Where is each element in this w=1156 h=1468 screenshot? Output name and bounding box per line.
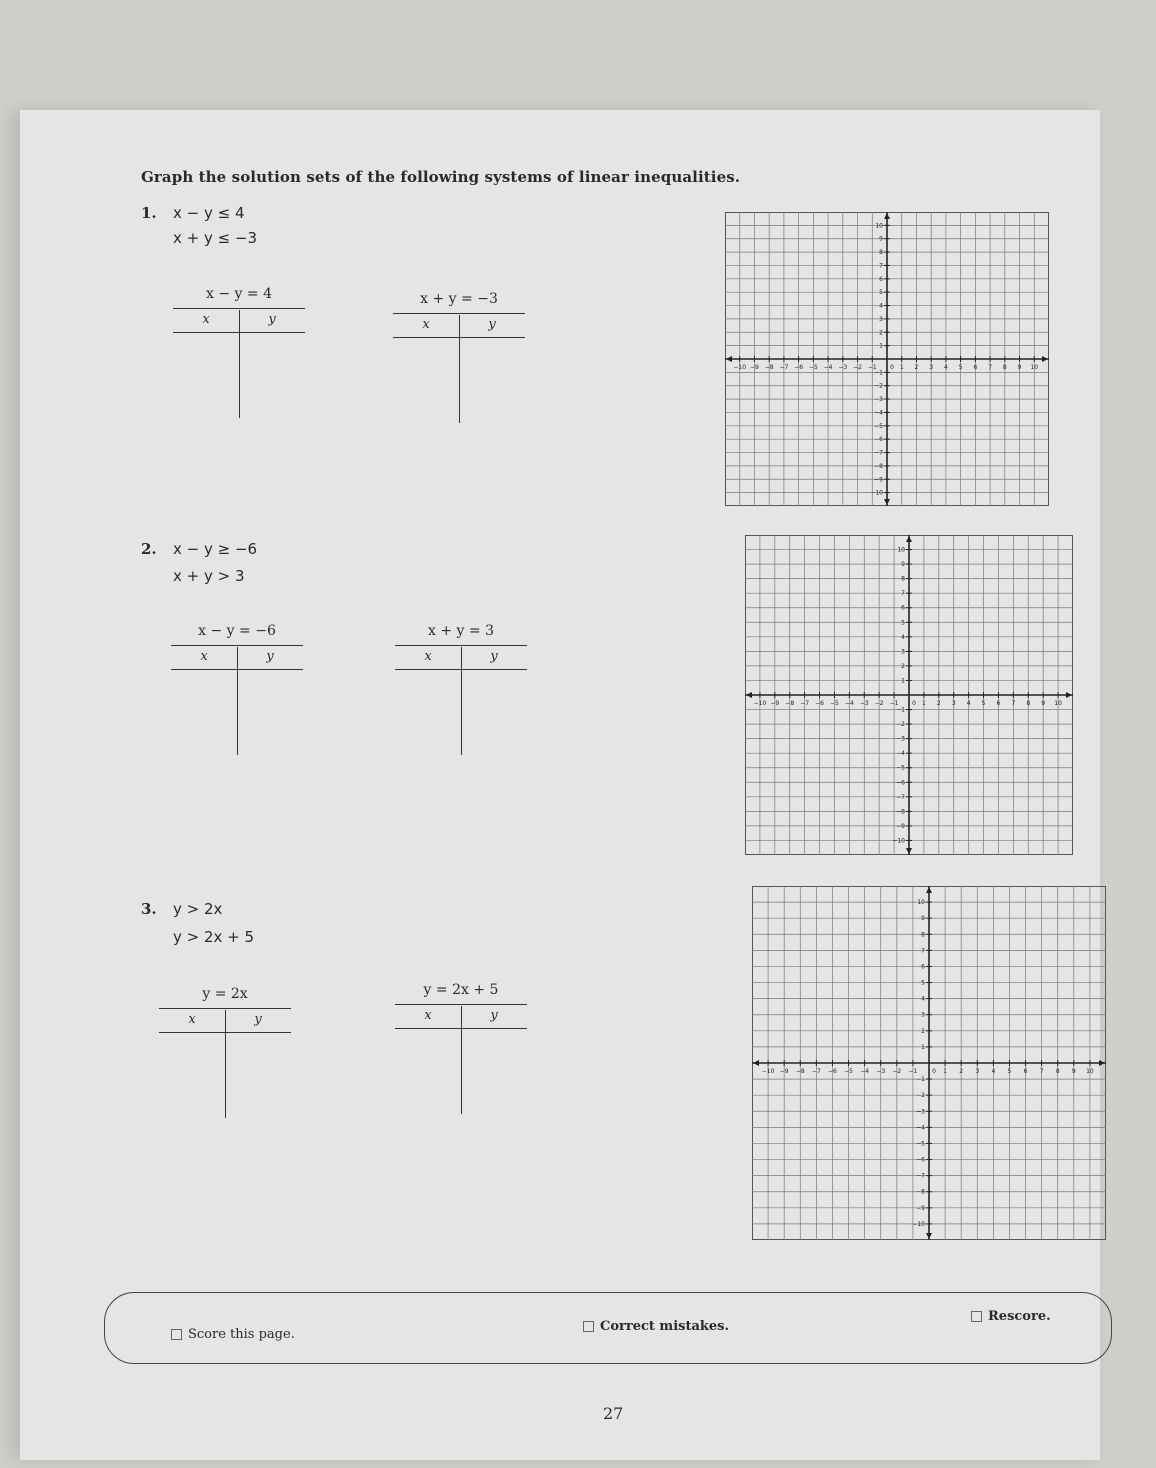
- y-tick-label: 9: [901, 561, 905, 569]
- rescore-label: Rescore.: [988, 1309, 1051, 1324]
- y-tick-label: 6: [879, 275, 883, 283]
- correct-mistakes-label: Correct mistakes.: [600, 1319, 729, 1334]
- x-tick-label: −7: [800, 700, 810, 707]
- x-tick-label: 4: [991, 1068, 996, 1075]
- x-tick-label: 8: [1026, 700, 1031, 707]
- y-tick-label: −8: [896, 808, 905, 816]
- y-tick-label: −2: [896, 721, 905, 729]
- x-tick-label: −5: [830, 700, 839, 707]
- column-x-header: x: [424, 1008, 432, 1023]
- x-tick-label: −6: [815, 700, 824, 707]
- x-tick-label: −3: [838, 364, 848, 371]
- x-tick-label: 3: [929, 364, 934, 371]
- y-tick-label: −2: [916, 1092, 925, 1100]
- y-tick-label: −3: [874, 396, 883, 404]
- x-tick-label: −5: [808, 364, 818, 371]
- t-table-1[interactable]: [173, 286, 305, 446]
- y-tick-label: −8: [916, 1188, 925, 1196]
- y-tick-label: −10: [870, 489, 883, 497]
- inequality-2: y > 2x + 5: [173, 928, 255, 946]
- y-tick-label: −3: [896, 735, 905, 743]
- y-tick-label: −4: [896, 750, 905, 758]
- coordinate-grid-2[interactable]: [745, 535, 1073, 855]
- x-tick-label: −10: [761, 1068, 775, 1075]
- inequality-1: x − y ≥ −6: [173, 540, 258, 558]
- y-tick-label: 2: [879, 329, 883, 337]
- x-tick-label: 9: [1017, 364, 1022, 371]
- x-tick-label: −8: [795, 1068, 805, 1075]
- x-tick-label: 10: [1054, 700, 1062, 707]
- y-tick-label: −7: [874, 449, 883, 457]
- checkbox-icon[interactable]: [583, 1321, 594, 1332]
- column-y-header: y: [266, 649, 274, 664]
- column-y-header: y: [488, 317, 496, 332]
- y-tick-label: 7: [879, 262, 883, 270]
- y-tick-label: −5: [916, 1140, 925, 1148]
- y-tick-label: −1: [896, 706, 905, 714]
- y-tick-label: −6: [896, 779, 905, 787]
- y-tick-label: 8: [901, 575, 905, 583]
- y-tick-label: −7: [896, 793, 905, 801]
- table-equation: x − y = −6: [198, 623, 276, 639]
- x-axis-arrow-icon: [1099, 1060, 1105, 1066]
- x-tick-label: −7: [811, 1068, 821, 1075]
- x-tick-label: 7: [1011, 700, 1016, 707]
- y-tick-label: −8: [874, 462, 883, 470]
- x-tick-label: 8: [1055, 1068, 1060, 1075]
- y-tick-label: 3: [901, 648, 905, 656]
- x-tick-label: −1: [908, 1068, 918, 1075]
- y-tick-label: −5: [874, 422, 883, 430]
- x-tick-label: 4: [943, 364, 948, 371]
- y-tick-label: −9: [896, 822, 905, 830]
- table-equation: y = 2x + 5: [423, 982, 499, 998]
- x-tick-label: 8: [1002, 364, 1007, 371]
- problem-3: [141, 900, 701, 1140]
- t-table-1[interactable]: [171, 623, 303, 783]
- x-tick-label: 1: [943, 1068, 948, 1075]
- x-tick-label: −5: [844, 1068, 853, 1075]
- x-tick-label: −8: [764, 364, 774, 371]
- x-tick-label: 1: [899, 364, 904, 371]
- x-tick-label: 6: [996, 700, 1001, 707]
- x-tick-label: 9: [1071, 1068, 1076, 1075]
- inequality-1: y > 2x: [173, 900, 223, 918]
- x-tick-label: 6: [973, 364, 978, 371]
- x-tick-label: 5: [981, 700, 986, 707]
- x-tick-label: −4: [860, 1068, 870, 1075]
- x-tick-label: −8: [785, 700, 795, 707]
- x-tick-label: 3: [951, 700, 956, 707]
- t-table-2[interactable]: [393, 291, 525, 451]
- y-tick-label: −7: [916, 1172, 925, 1180]
- y-tick-label: 5: [879, 289, 883, 297]
- x-tick-label: 6: [1023, 1068, 1028, 1075]
- y-tick-label: −6: [874, 436, 883, 444]
- problem-number: 2.: [141, 540, 157, 558]
- x-tick-label: −4: [844, 700, 854, 707]
- y-tick-label: 4: [921, 995, 925, 1003]
- column-x-header: x: [200, 649, 208, 664]
- column-y-header: y: [254, 1012, 262, 1027]
- column-x-header: x: [424, 649, 432, 664]
- x-tick-label: −7: [779, 364, 789, 371]
- score-bar: [104, 1292, 1112, 1364]
- column-x-header: x: [188, 1012, 196, 1027]
- x-axis-arrow-icon: [746, 692, 752, 698]
- x-tick-label: −1: [889, 700, 899, 707]
- coordinate-grid-1[interactable]: [725, 212, 1049, 506]
- x-tick-label: −6: [828, 1068, 837, 1075]
- x-tick-label: 0: [932, 1068, 936, 1075]
- y-tick-label: 3: [879, 315, 883, 323]
- y-tick-label: −4: [916, 1124, 925, 1132]
- x-tick-label: 0: [912, 700, 916, 707]
- y-tick-label: 5: [921, 979, 925, 987]
- x-tick-label: 2: [959, 1068, 964, 1075]
- rescore-option[interactable]: [971, 1309, 1051, 1324]
- column-x-header: x: [422, 317, 430, 332]
- x-tick-label: 5: [958, 364, 963, 371]
- x-tick-label: 5: [1007, 1068, 1012, 1075]
- x-tick-label: −10: [733, 364, 747, 371]
- y-tick-label: 6: [921, 963, 925, 971]
- correct-mistakes-option[interactable]: [583, 1319, 729, 1334]
- y-axis-arrow-icon: [906, 848, 912, 854]
- inequality-1: x − y ≤ 4: [173, 204, 245, 222]
- page-number: 27: [603, 1404, 624, 1423]
- x-tick-label: 10: [1030, 364, 1039, 371]
- y-tick-label: −9: [874, 476, 883, 484]
- x-axis-arrow-icon: [726, 356, 732, 362]
- x-tick-label: 2: [914, 364, 919, 371]
- x-tick-label: −10: [753, 700, 767, 707]
- y-tick-label: −10: [892, 837, 905, 845]
- score-page-label: Score this page.: [188, 1327, 295, 1342]
- y-tick-label: −2: [874, 382, 883, 390]
- x-tick-label: 0: [890, 364, 894, 371]
- x-tick-label: −9: [770, 700, 780, 707]
- problem-number: 3.: [141, 900, 157, 918]
- column-y-header: y: [268, 312, 276, 327]
- y-tick-label: 7: [921, 947, 925, 955]
- x-tick-label: −4: [823, 364, 833, 371]
- y-tick-label: 10: [897, 546, 905, 554]
- table-equation: x − y = 4: [206, 286, 272, 302]
- y-tick-label: 8: [921, 931, 925, 939]
- checkbox-icon[interactable]: [971, 1311, 982, 1322]
- x-tick-label: 3: [975, 1068, 980, 1075]
- instructions-heading: Graph the solution sets of the following systems of linear inequalities.: [141, 168, 741, 186]
- score-page-option[interactable]: [171, 1327, 295, 1342]
- coordinate-grid-3[interactable]: [752, 886, 1106, 1240]
- column-y-header: y: [490, 1008, 498, 1023]
- x-tick-label: 7: [988, 364, 993, 371]
- x-tick-label: −2: [892, 1068, 902, 1075]
- y-tick-label: −10: [912, 1220, 925, 1228]
- problem-number: 1.: [141, 204, 157, 222]
- y-tick-label: 5: [901, 619, 905, 627]
- table-equation: x + y = −3: [420, 291, 498, 307]
- y-axis-arrow-icon: [906, 536, 912, 542]
- y-axis-arrow-icon: [884, 213, 890, 219]
- inequality-2: x + y > 3: [173, 567, 245, 585]
- y-tick-label: 1: [901, 677, 905, 685]
- checkbox-icon[interactable]: [171, 1329, 182, 1340]
- x-tick-label: −6: [794, 364, 804, 371]
- column-y-header: y: [490, 649, 498, 664]
- y-tick-label: 8: [879, 249, 883, 257]
- column-x-header: x: [202, 312, 210, 327]
- x-axis-arrow-icon: [753, 1060, 759, 1066]
- y-tick-label: −4: [874, 409, 883, 417]
- y-tick-label: 2: [901, 662, 905, 670]
- y-axis-arrow-icon: [926, 1233, 932, 1239]
- x-tick-label: 4: [966, 700, 971, 707]
- y-tick-label: 3: [921, 1011, 925, 1019]
- y-tick-label: 7: [901, 590, 905, 598]
- y-tick-label: −9: [916, 1204, 925, 1212]
- y-tick-label: −5: [896, 764, 905, 772]
- y-tick-label: 10: [875, 222, 883, 230]
- y-tick-label: 4: [901, 633, 905, 641]
- x-tick-label: 1: [921, 700, 926, 707]
- x-tick-label: −3: [859, 700, 869, 707]
- x-tick-label: 2: [936, 700, 941, 707]
- x-tick-label: −2: [853, 364, 862, 371]
- inequality-2: x + y ≤ −3: [173, 229, 258, 247]
- y-tick-label: −6: [916, 1156, 925, 1164]
- y-tick-label: 9: [921, 915, 925, 923]
- x-tick-label: −1: [867, 364, 877, 371]
- y-axis-arrow-icon: [884, 499, 890, 505]
- y-tick-label: 10: [917, 899, 925, 907]
- y-tick-label: 9: [879, 235, 883, 243]
- x-tick-label: 9: [1041, 700, 1046, 707]
- y-axis-arrow-icon: [926, 887, 932, 893]
- y-tick-label: −1: [916, 1076, 925, 1084]
- x-tick-label: 7: [1039, 1068, 1044, 1075]
- x-tick-label: −9: [779, 1068, 789, 1075]
- x-tick-label: −2: [874, 700, 884, 707]
- y-tick-label: 6: [901, 604, 905, 612]
- problem-1: [141, 204, 701, 434]
- y-tick-label: −1: [874, 369, 883, 377]
- y-tick-label: −3: [916, 1108, 925, 1116]
- t-table-2[interactable]: [395, 623, 527, 783]
- y-tick-label: 4: [879, 302, 883, 310]
- y-tick-label: 1: [879, 342, 883, 350]
- y-tick-label: 2: [921, 1027, 925, 1035]
- table-equation: x + y = 3: [428, 623, 494, 639]
- y-tick-label: 1: [921, 1043, 925, 1051]
- t-table-2[interactable]: [395, 982, 527, 1142]
- problem-2: [141, 540, 701, 770]
- x-axis-arrow-icon: [1042, 356, 1048, 362]
- x-tick-label: −9: [750, 364, 759, 371]
- table-equation: y = 2x: [202, 986, 248, 1002]
- x-tick-label: −3: [876, 1068, 886, 1075]
- x-tick-label: 10: [1086, 1068, 1094, 1075]
- t-table-1[interactable]: [159, 986, 291, 1146]
- x-axis-arrow-icon: [1066, 692, 1072, 698]
